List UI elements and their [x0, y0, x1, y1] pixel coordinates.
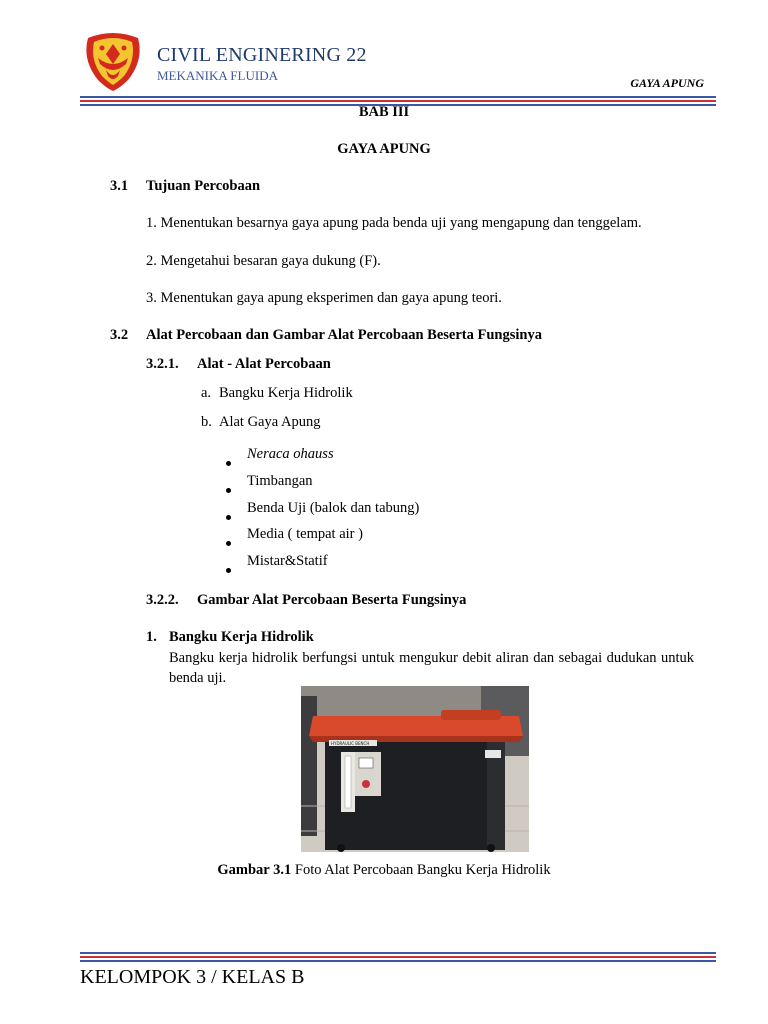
item-number: 1.: [146, 629, 157, 645]
section-3-1-number: 3.1: [110, 178, 129, 194]
objective-item: 1. Menentukan besarnya gaya apung pada benda uji yang mengapung dan tenggelam.: [146, 215, 642, 231]
bullet-item: Neraca ohauss: [247, 446, 334, 462]
header-subtitle: MEKANIKA FLUIDA: [157, 68, 278, 83]
subsection-3-2-2-number: 3.2.2.: [146, 592, 179, 608]
section-3-1-title: Tujuan Percobaan: [146, 178, 261, 194]
header-title: CIVIL ENGINERING 22: [157, 44, 367, 66]
bullet-icon: [226, 480, 231, 498]
footer-group-label: KELOMPOK 3 / KELAS B: [80, 966, 305, 988]
tool-letter: b.: [201, 414, 212, 430]
tool-letter: a.: [201, 385, 212, 401]
svg-text:HYDRAULIC BENCH: HYDRAULIC BENCH: [331, 741, 370, 746]
figure-label: Gambar 3.1: [217, 862, 292, 878]
subsection-3-2-1-number: 3.2.1.: [146, 356, 179, 372]
bullet-icon: [226, 533, 231, 551]
subsection-3-2-1-title: Alat - Alat Percobaan: [197, 356, 331, 372]
chapter-title: GAYA APUNG: [337, 141, 431, 157]
section-3-2-number: 3.2: [110, 327, 129, 343]
item-description: Bangku kerja hidrolik berfungsi untuk mengukur debit aliran dan sebagai dudukan untuk benda uji.: [169, 650, 694, 686]
objective-item: 2. Mengetahui besaran gaya dukung (F).: [146, 253, 381, 269]
university-logo: [80, 30, 146, 92]
header-section-label: GAYA APUNG: [630, 76, 704, 90]
bullet-icon: [226, 453, 231, 471]
bullet-item: Benda Uji (balok dan tabung): [247, 500, 420, 516]
bullet-icon: [226, 560, 231, 578]
footer-divider: [80, 952, 716, 964]
bullet-icon: [226, 507, 231, 525]
tool-name: Bangku Kerja Hidrolik: [219, 385, 353, 401]
figure-caption: [0, 862, 768, 879]
section-3-2-title: Alat Percobaan dan Gambar Alat Percobaan Beserta Fungsinya: [146, 327, 542, 343]
bullet-item: Mistar&Statif: [247, 553, 328, 569]
bullet-item: Media ( tempat air ): [247, 526, 363, 542]
item-title: Bangku Kerja Hidrolik: [169, 629, 314, 645]
hydraulic-bench-photo: [301, 686, 529, 852]
tool-name: Alat Gaya Apung: [219, 414, 321, 430]
bullet-item: Timbangan: [247, 473, 313, 489]
objective-item: 3. Menentukan gaya apung eksperimen dan gaya apung teori.: [146, 290, 502, 306]
figure-caption-text: Foto Alat Percobaan Bangku Kerja Hidrolik: [291, 862, 551, 878]
subsection-3-2-2-title: Gambar Alat Percobaan Beserta Fungsinya: [197, 592, 467, 608]
chapter-number: BAB III: [358, 104, 410, 120]
